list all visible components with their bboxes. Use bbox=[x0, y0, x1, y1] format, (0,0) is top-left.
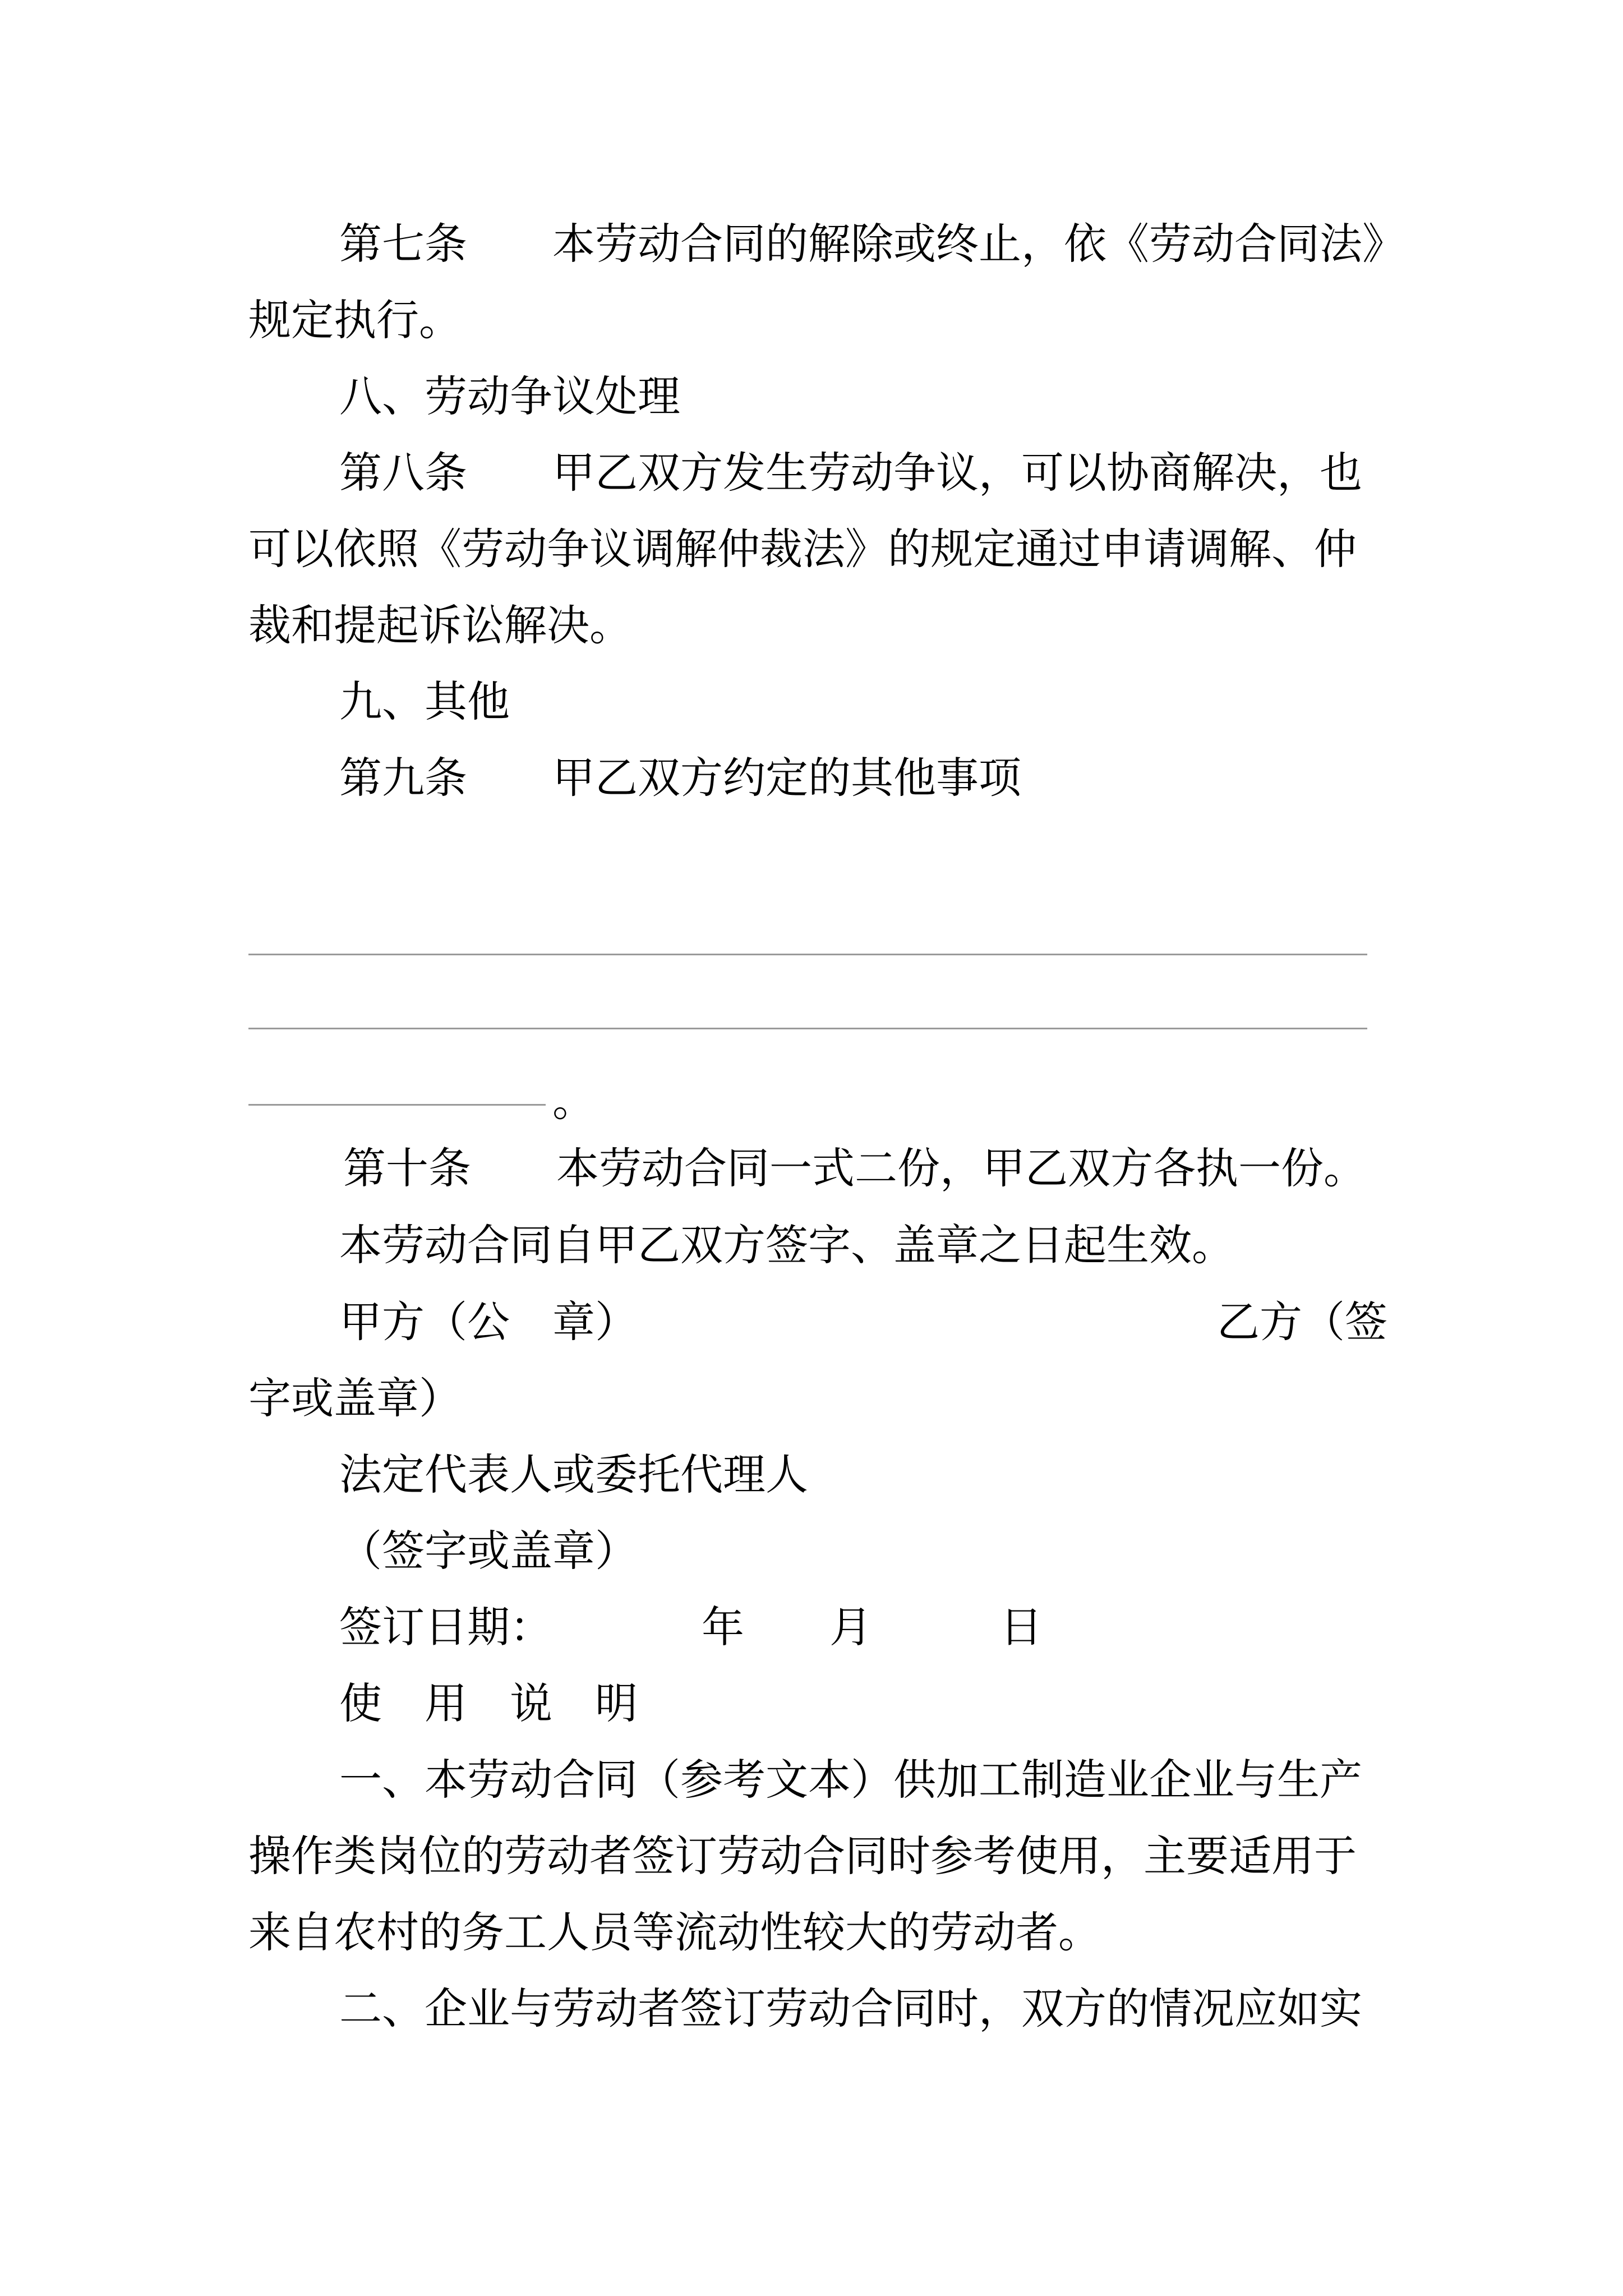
usage-instructions-heading: 使 用 说 明 bbox=[339, 1678, 638, 1728]
usage-item-1-line-1: 一、本劳动合同（参考文本）供加工制造业企业与生产 bbox=[339, 1755, 1362, 1805]
article-8-line-3: 裁和提起诉讼解决。 bbox=[248, 600, 632, 650]
article-8-line-1: 第八条 甲乙双方发生劳动争议，可以协商解决，也 bbox=[339, 448, 1362, 498]
article-8-line-2: 可以依照《劳动争议调解仲裁法》的规定通过申请调解、仲 bbox=[248, 524, 1357, 574]
party-a-seal-label: 甲方（公 章） bbox=[339, 1297, 638, 1347]
signing-date-label: 签订日期： 年 月 日 bbox=[339, 1602, 1043, 1652]
usage-item-1-line-3: 来自农村的务工人员等流动性较大的劳动者。 bbox=[248, 1907, 1101, 1957]
party-b-sign-label-cont: 字或盖章） bbox=[248, 1373, 462, 1423]
party-b-sign-label: 乙方（签 bbox=[1217, 1297, 1387, 1347]
sign-or-seal-label: （签字或盖章） bbox=[339, 1526, 638, 1576]
article-10-line-1: 第十条 本劳动合同一式二份，甲乙双方各执一份。 bbox=[343, 1143, 1366, 1193]
section-9-heading: 九、其他 bbox=[339, 677, 510, 726]
article-7-line-1: 第七条 本劳动合同的解除或终止，依《劳动合同法》 bbox=[339, 219, 1405, 269]
usage-item-2-line-1: 二、企业与劳动者签订劳动合同时，双方的情况应如实 bbox=[339, 1984, 1362, 2033]
section-8-heading: 八、劳动争议处理 bbox=[339, 371, 680, 421]
article-7-line-2: 规定执行。 bbox=[248, 295, 462, 345]
blank-fill-line bbox=[248, 1104, 546, 1106]
blank-fill-line bbox=[248, 954, 1367, 955]
article-10-line-2: 本劳动合同自甲乙双方签字、盖章之日起生效。 bbox=[339, 1220, 1234, 1270]
legal-representative-label: 法定代表人或委托代理人 bbox=[339, 1450, 808, 1499]
blank-end-period: 。 bbox=[552, 1076, 595, 1126]
article-9-line-1: 第九条 甲乙双方约定的其他事项 bbox=[339, 753, 1021, 803]
blank-fill-line bbox=[248, 1028, 1367, 1029]
usage-item-1-line-2: 操作类岗位的劳动者签订劳动合同时参考使用，主要适用于 bbox=[248, 1831, 1357, 1881]
